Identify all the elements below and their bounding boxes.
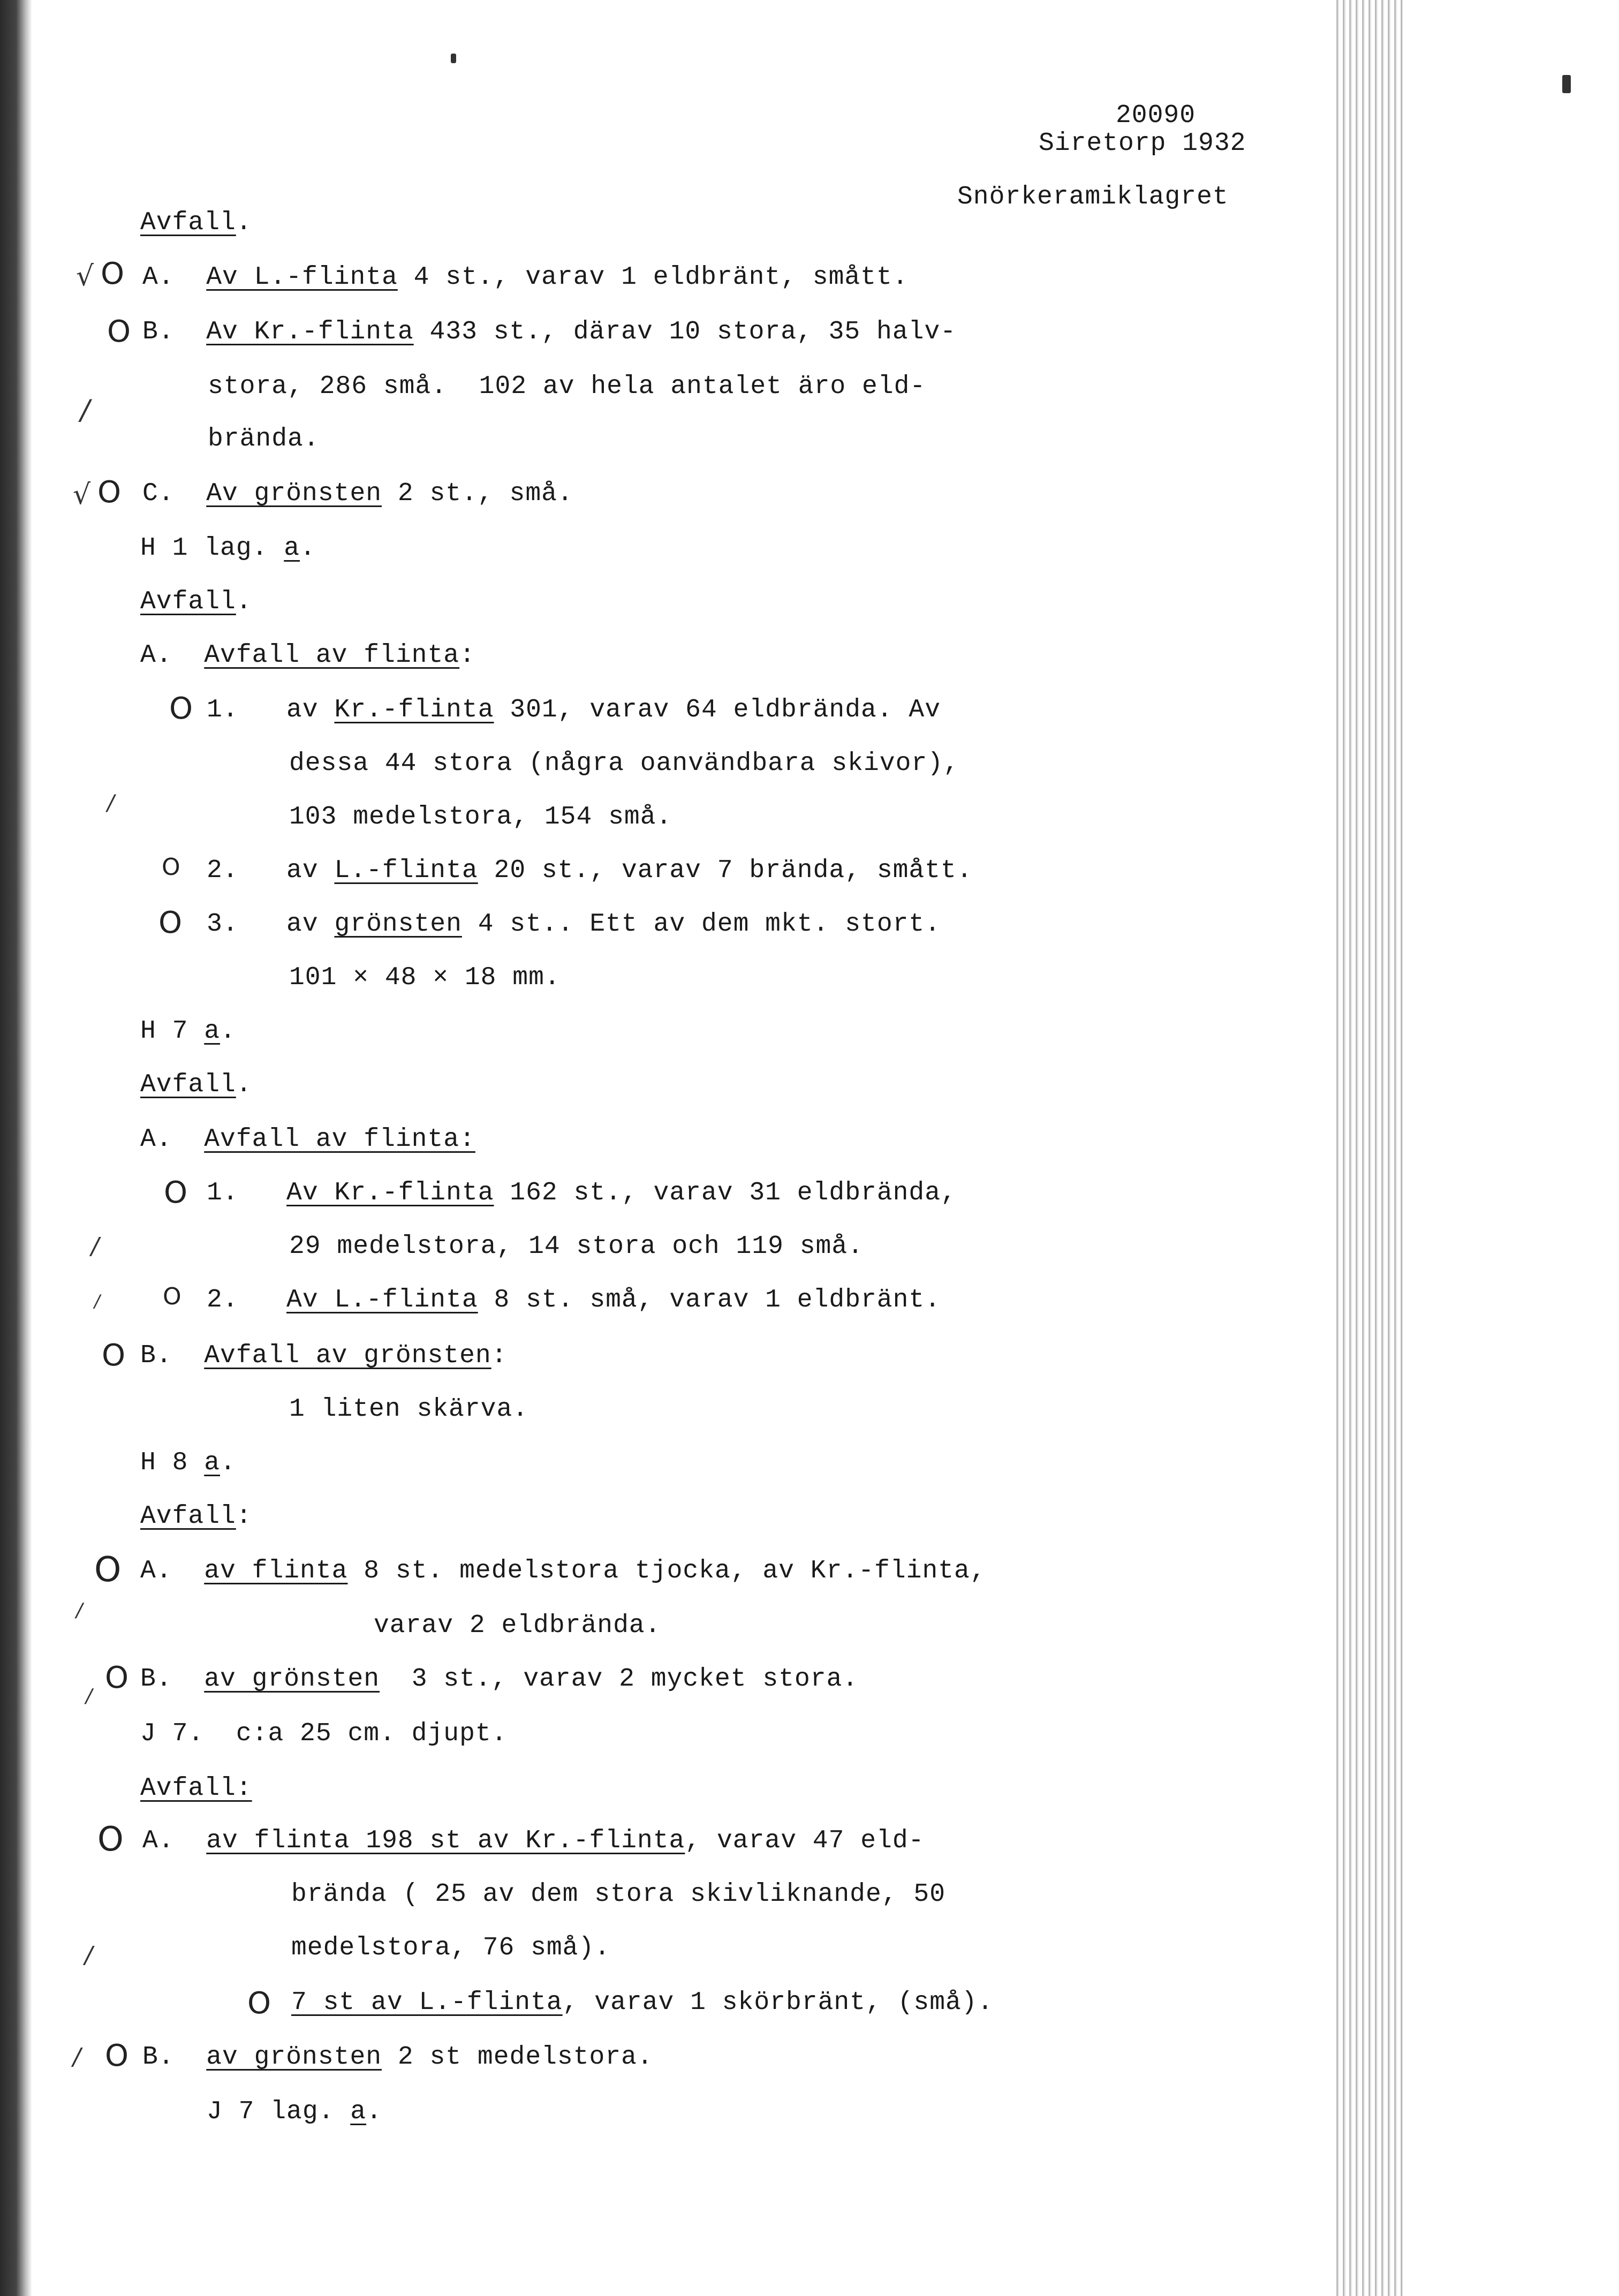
check-mark: / <box>107 791 115 815</box>
page-edges <box>1333 0 1619 2296</box>
circle-mark: O <box>158 905 183 940</box>
section-label: H 1 lag. a. <box>140 534 316 563</box>
entry-line: 1 liten skärva. <box>289 1395 529 1424</box>
entry-line: B. av grönsten 2 st medelstora. <box>142 2043 653 2072</box>
circle-mark: O <box>163 1283 181 1310</box>
entry-line: A. Avfall av flinta: <box>140 1125 475 1154</box>
check-mark: / <box>76 1599 83 1621</box>
section-label: J 7 lag. a. <box>207 2097 382 2126</box>
circle-mark: O <box>105 1660 129 1695</box>
check-mark: / <box>80 394 90 426</box>
heading-avfall: Avfall: <box>140 1502 252 1531</box>
entry-line: B. av grönsten 3 st., varav 2 mycket stora. <box>140 1665 859 1694</box>
circle-mark: O <box>107 314 131 349</box>
section-label: H 7 a. <box>140 1017 236 1046</box>
entry-line: 103 medelstora, 154 små. <box>289 803 672 832</box>
book-binding-shadow <box>0 0 32 2296</box>
entry-line: varav 2 eldbrända. <box>374 1611 661 1640</box>
layer-title: Snörkeramiklagret <box>957 183 1229 212</box>
entry-line: brända ( 25 av dem stora skivliknande, 50 <box>291 1880 945 1909</box>
circle-mark: O <box>102 1338 126 1373</box>
archive-number: 20090 <box>1116 101 1196 130</box>
entry-line: A. Avfall av flinta: <box>140 641 475 670</box>
check-mark: √ <box>73 479 91 511</box>
check-mark: / <box>86 1685 93 1707</box>
entry-line: brända. <box>208 425 320 454</box>
heading-avfall: Avfall. <box>140 208 252 237</box>
heading-avfall: Avfall: <box>140 1774 252 1803</box>
entry-line: 2. Av L.-flinta 8 st. små, varav 1 eldbränt. <box>207 1286 941 1315</box>
check-mark: √ <box>76 260 94 292</box>
entry-line: B. Av Kr.-flinta 433 st., därav 10 stora, 35 halv- <box>142 318 957 346</box>
circle-mark: O <box>247 1986 271 2021</box>
section-label: H 8 a. <box>140 1448 236 1477</box>
heading-avfall: Avfall. <box>140 1070 252 1099</box>
check-mark: / <box>85 1942 93 1969</box>
circle-mark: O <box>97 475 122 510</box>
ink-speck <box>451 54 456 63</box>
entry-line: A. av flinta 8 st. medelstora tjocka, av Kr.-flinta, <box>140 1557 986 1585</box>
entry-line: medelstora, 76 små). <box>291 1934 611 1962</box>
entry-line: 2. av L.-flinta 20 st., varav 7 brända, smått. <box>207 856 973 885</box>
entry-line: stora, 286 små. 102 av hela antalet äro eld- <box>208 372 926 401</box>
check-mark: / <box>94 1291 100 1311</box>
place-year: Siretorp 1932 <box>1039 129 1246 158</box>
entry-line: A. Av L.-flinta 4 st., varav 1 eldbränt, smått. <box>142 263 909 292</box>
entry-line: C. Av grönsten 2 st., små. <box>142 479 573 508</box>
circle-mark: O <box>97 1819 124 1859</box>
entry-line: B. Avfall av grönsten: <box>140 1341 508 1370</box>
section-label: J 7. c:a 25 cm. djupt. <box>140 1719 508 1748</box>
circle-mark: O <box>169 691 193 726</box>
entry-line: 3. av grönsten 4 st.. Ett av dem mkt. stort. <box>207 910 941 939</box>
circle-mark: O <box>164 1175 188 1210</box>
heading-avfall: Avfall. <box>140 587 252 616</box>
entry-line: 101 × 48 × 18 mm. <box>289 963 561 992</box>
check-mark: / <box>73 2043 81 2071</box>
entry-line: 7 st av L.-flinta, varav 1 skörbränt, (små). <box>291 1988 994 2017</box>
entry-line: dessa 44 stora (några oanvändbara skivor), <box>289 749 959 778</box>
circle-mark: O <box>105 2038 129 2073</box>
entry-line: 29 medelstora, 14 stora och 119 små. <box>289 1232 864 1261</box>
check-mark: / <box>91 1233 99 1260</box>
ink-speck <box>1562 75 1571 93</box>
circle-mark: O <box>94 1550 122 1590</box>
entry-line: 1. Av Kr.-flinta 162 st., varav 31 eldbrända, <box>207 1179 957 1207</box>
circle-mark: O <box>101 256 125 291</box>
entry-line: A. av flinta 198 st av Kr.-flinta, varav 47 eld- <box>142 1826 925 1855</box>
entry-line: 1. av Kr.-flinta 301, varav 64 eldbrända. Av <box>207 696 941 724</box>
circle-mark: O <box>162 854 180 881</box>
